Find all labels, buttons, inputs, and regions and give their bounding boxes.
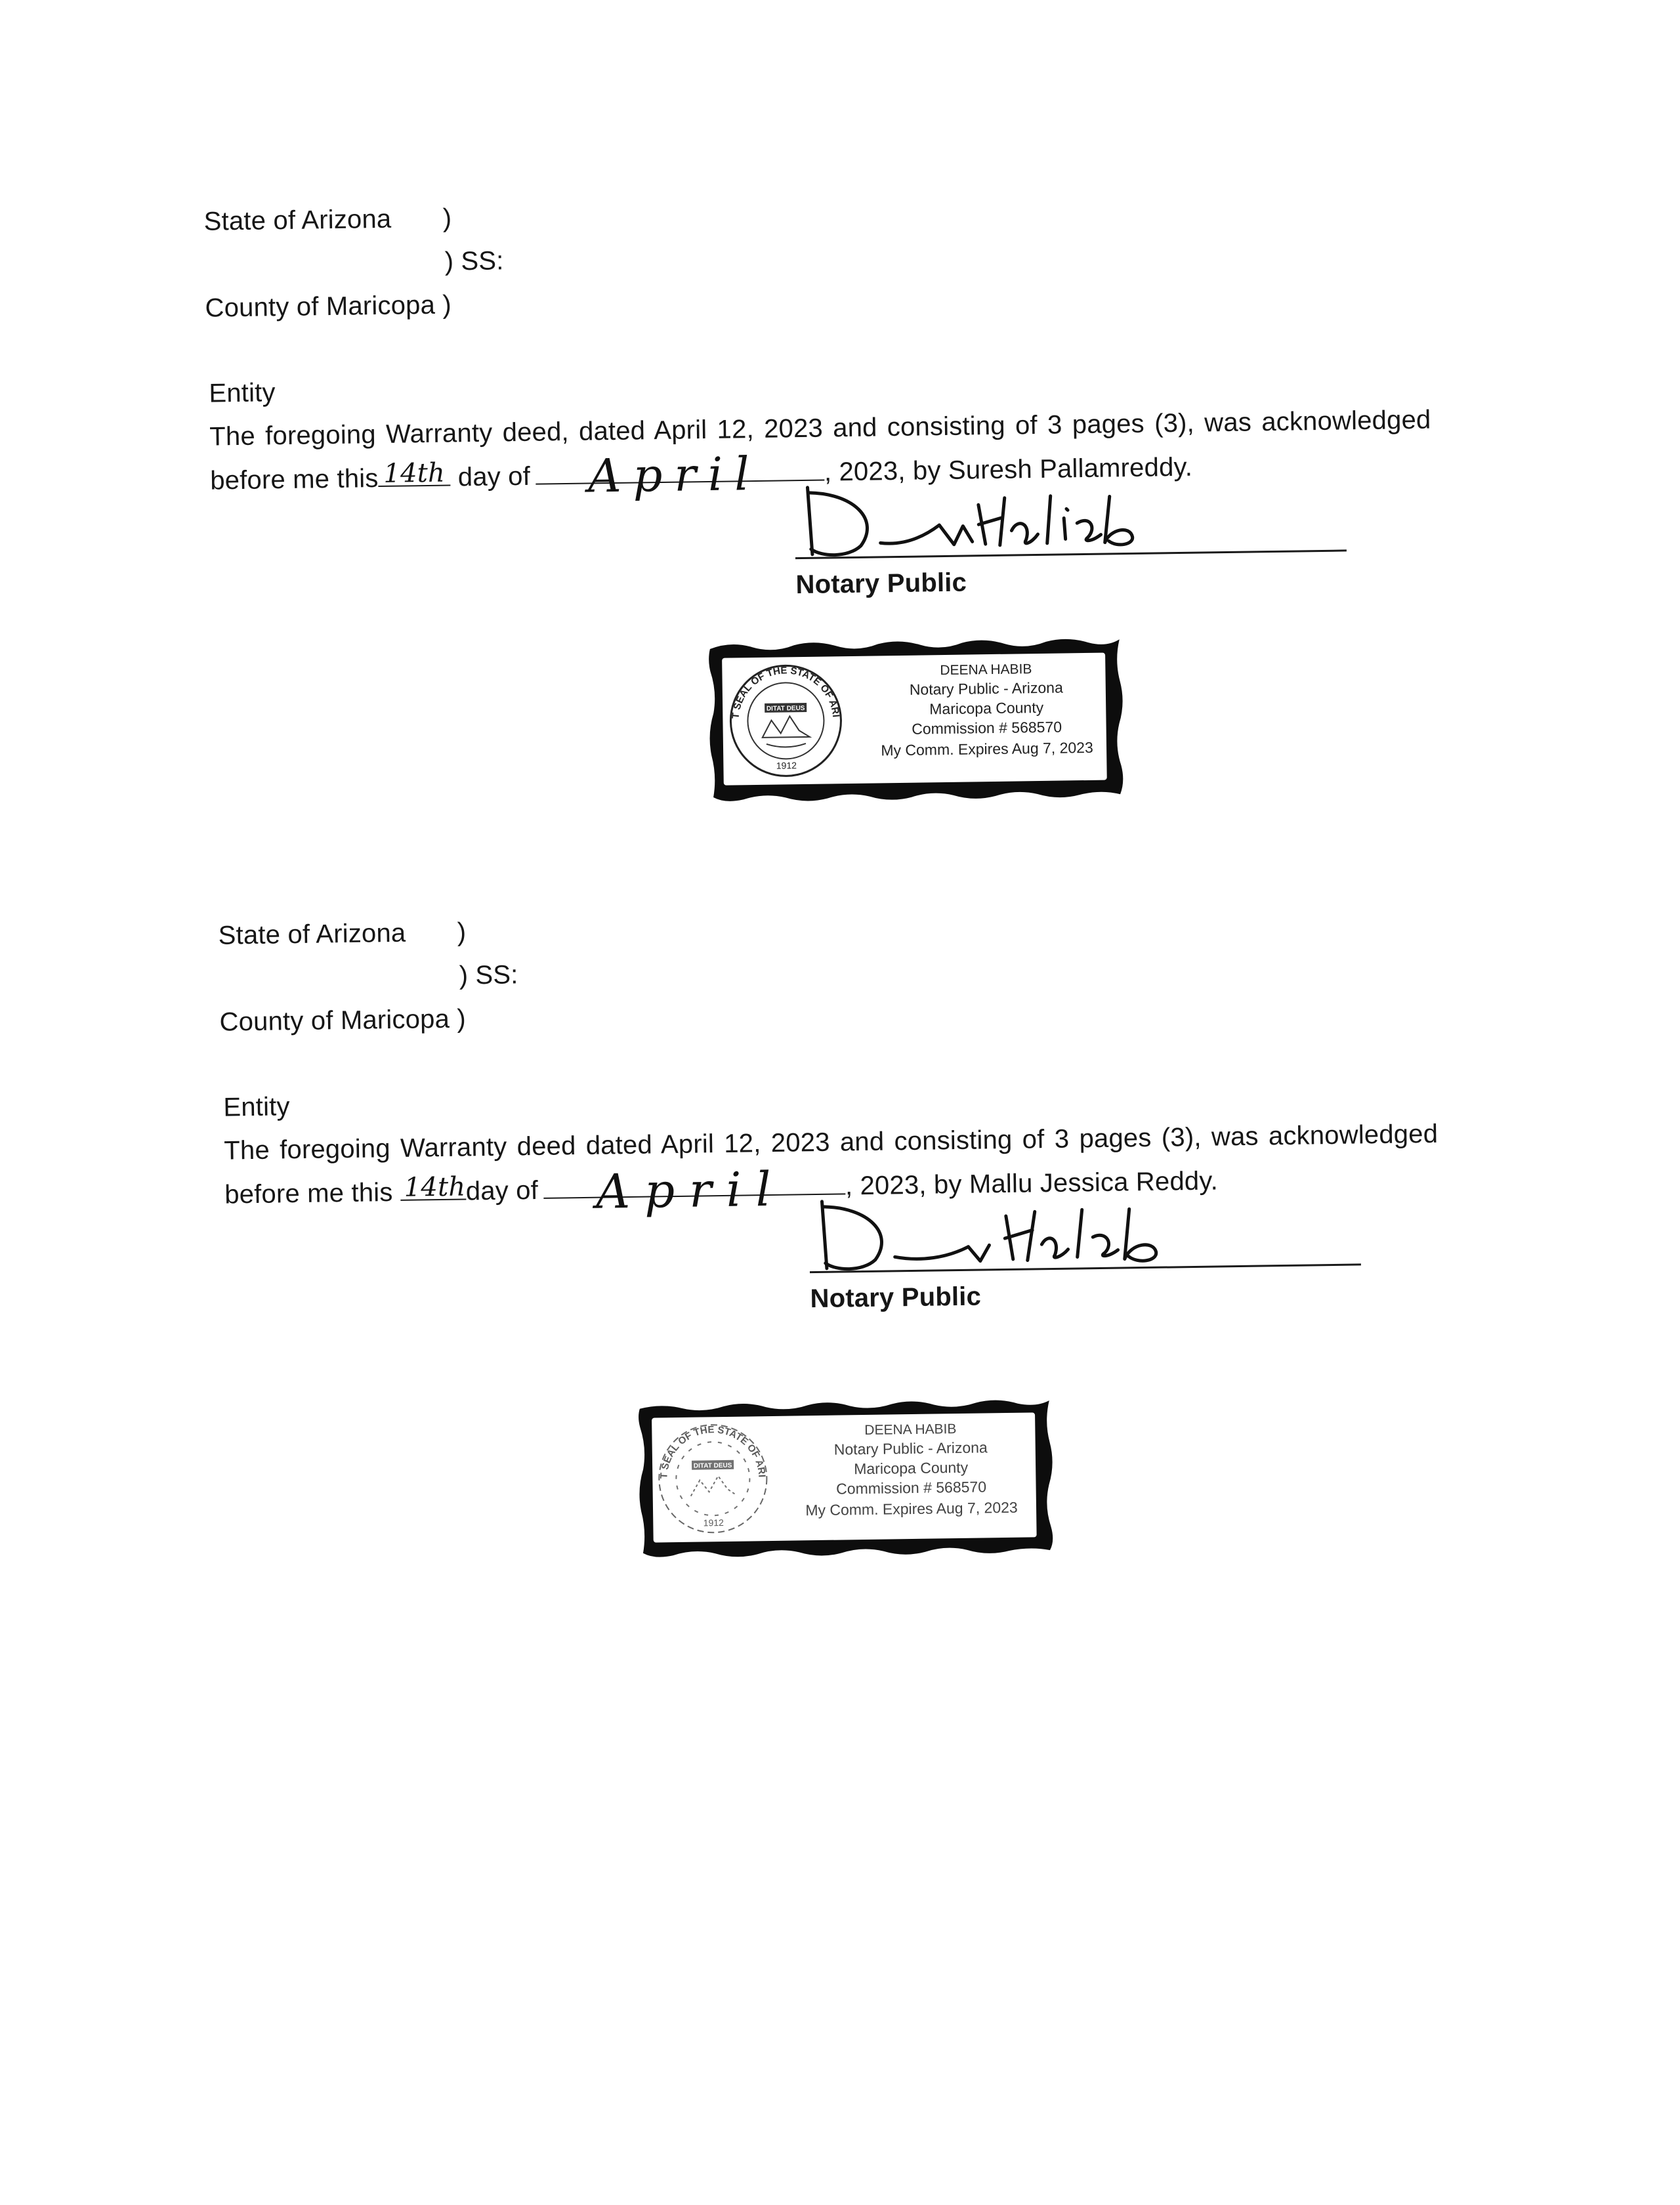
stamp-commission: Commission # 568570 bbox=[836, 1478, 987, 1498]
stamp-title: Notary Public - Arizona bbox=[833, 1438, 988, 1458]
seal-motto: DITAT DEUS bbox=[766, 704, 805, 713]
before-me-text: before me this bbox=[224, 1178, 393, 1209]
stamp-county: Maricopa County bbox=[854, 1458, 969, 1478]
stamp-notary-name: DEENA HABIB bbox=[864, 1421, 957, 1438]
seal-ring-text: GREAT SEAL OF THE STATE OF ARIZONA bbox=[700, 631, 842, 720]
day-of-text: day of bbox=[465, 1175, 539, 1206]
venue-state-line bbox=[218, 917, 406, 952]
venue-ss: ) SS: bbox=[444, 246, 504, 276]
month-blank bbox=[536, 446, 824, 503]
notary-public-label: Notary Public bbox=[795, 568, 967, 600]
venue-state-line bbox=[203, 203, 391, 238]
entity-label: Entity bbox=[223, 1092, 290, 1122]
notary-public-label: Notary Public bbox=[810, 1282, 982, 1314]
stamp-expiration: My Comm. Expires Aug 7, 2023 bbox=[805, 1498, 1018, 1519]
venue-ss: ) SS: bbox=[459, 960, 518, 990]
venue-state: State of Arizona bbox=[203, 204, 392, 236]
day-of-text: day of bbox=[457, 461, 531, 492]
seal-motto: DITAT DEUS bbox=[693, 1461, 732, 1470]
stamp-county: Maricopa County bbox=[929, 698, 1044, 718]
handwritten-day: 14th bbox=[404, 1171, 466, 1203]
stamp-expiration: My Comm. Expires Aug 7, 2023 bbox=[881, 738, 1093, 759]
stamp-commission: Commission # 568570 bbox=[912, 718, 1062, 738]
acknowledgment-block-2 bbox=[14, 690, 1680, 1567]
month-blank bbox=[543, 1161, 845, 1219]
acknowledgment-sentence: The foregoing Warranty deed dated April 12, 2023 and consisting of 3 pages (3), was acknowledged bbox=[224, 1119, 1438, 1166]
venue-county: County of Maricopa ) bbox=[219, 1004, 467, 1037]
handwritten-month: April bbox=[595, 1161, 786, 1219]
handwritten-day: 14th bbox=[383, 457, 446, 489]
venue-paren: ) bbox=[457, 917, 467, 947]
year-by-text: , 2023, by Mallu Jessica Reddy. bbox=[845, 1166, 1219, 1201]
day-blank bbox=[400, 1171, 466, 1203]
entity-label: Entity bbox=[209, 378, 276, 408]
before-me-text: before me this bbox=[209, 464, 379, 495]
day-blank bbox=[378, 457, 451, 489]
year-by-text: , 2023, by Suresh Pallamreddy. bbox=[824, 452, 1193, 487]
stamp-title: Notary Public - Arizona bbox=[909, 679, 1063, 698]
acknowledgment-sentence: The foregoing Warranty deed, dated April 12, 2023 and consisting of 3 pages (3), was acknowledged bbox=[209, 405, 1431, 452]
venue-state: State of Arizona bbox=[218, 918, 406, 950]
venue-county: County of Maricopa ) bbox=[205, 290, 452, 323]
seal-ring-text: GREAT SEAL OF THE STATE OF ARIZONA bbox=[630, 1392, 768, 1479]
seal-year: 1912 bbox=[703, 1517, 724, 1528]
seal-year: 1912 bbox=[776, 760, 797, 771]
handwritten-month: April bbox=[587, 446, 762, 503]
venue-paren: ) bbox=[442, 203, 452, 233]
notary-stamp bbox=[630, 1392, 1057, 1559]
stamp-notary-name: DEENA HABIB bbox=[940, 662, 1032, 679]
